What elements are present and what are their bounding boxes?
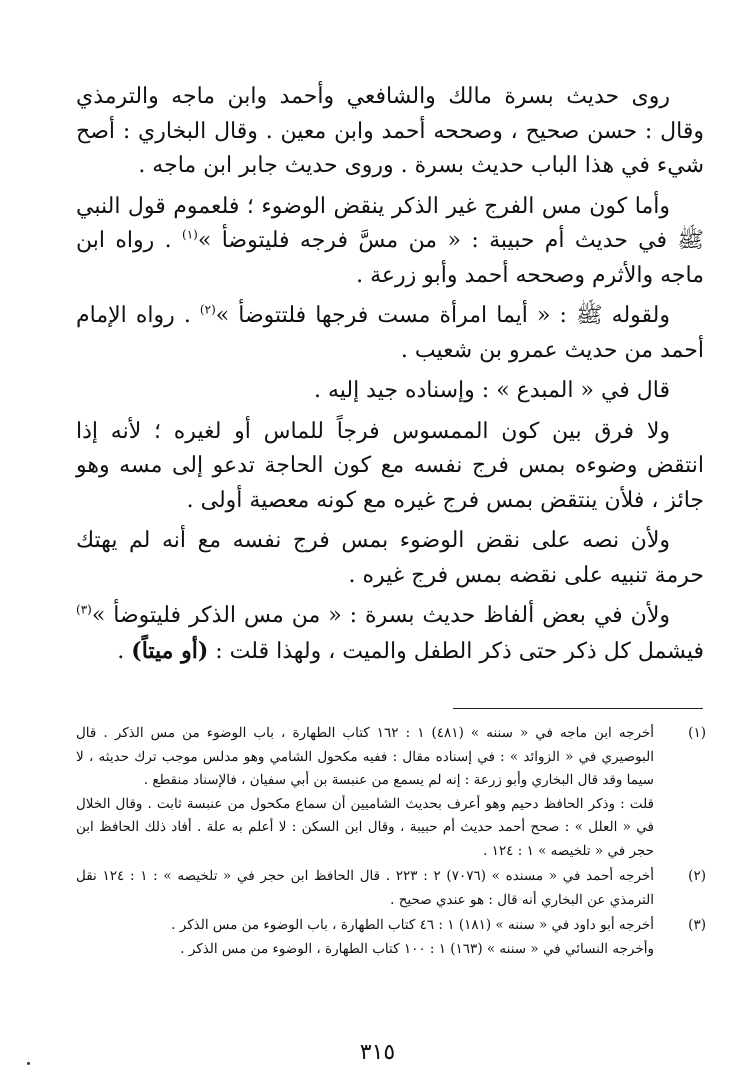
scan-speck	[27, 1062, 30, 1065]
footnote-3	[76, 914, 706, 961]
footnote-divider	[453, 708, 703, 709]
paragraph-1: روى حديث بسرة مالك والشافعي وأحمد وابن ماجه والترمذي وقال : حسن صحيح ، وصححه أحمد وابن معين . وقال البخاري : أصح شيء في هذا الباب حديث بسرة . وروى حديث جابر ابن ماجه .	[76, 84, 704, 178]
footnote-ref-2[interactable]: (٢)	[199, 302, 216, 317]
footnote-number: (١)	[688, 725, 706, 741]
paragraph-2: وأما كون مس الفرج غير الذكر ينقض الوضوء ؛ فلعموم قول النبي ﷺ في حديث أم حبيبة : « من مسَّ فرجه فليتوضأ »$^{(١)}$ . رواه ابن ماجه والأثرم وصححه أحمد وأبو زرعة .	[76, 193, 704, 288]
footnote-text: أخرجه ابن ماجه في « سننه » (٤٨١) ١ : ١٦٢ كتاب الطهارة ، باب الوضوء من مس الذكر . قال البوصيري في « الزوائد » : في إسناده مقال : ففيه مكحول الشامي وهو مدلس موجب ترك حديثه ، لا سيما وقد قال البخاري وأبو زرعة : إنه لم يسمع من عنبسة بن أبي سفيان ، فالإسناد منقطع . قلت : وذكر الحافظ دحيم وهو أعرف بحديث الشاميين أن سماع مكحول من عنبسة ثابت . وقال الخلال في « العلل » : صحح أحمد حديث أم حبيبة ، وقال ابن السكن : لا أعلم به علة . أفاد ذلك الحافظ ابن حجر في « تلخيصه » ١ : ١٢٤ .	[76, 725, 654, 859]
paragraph-5: ولا فرق بين كون الممسوس فرجاً للماس أو لغيره ؛ لأنه إذا انتقض وضوءه بمس فرج نفسه مع كون الحاجة تدعو إلى مسه وهو جائز ، فلأن ينتقض بمس فرج غيره مع كونه معصية أولى .	[76, 418, 704, 513]
main-text	[76, 80, 704, 675]
footnote-number: (٣)	[688, 917, 706, 933]
footnote-2	[76, 865, 706, 912]
footnotes	[76, 722, 706, 963]
paragraph-6: ولأن نصه على نقض الوضوء بمس فرج نفسه مع أنه لم يهتك حرمة تنبيه على نقضه بمس فرج غيره .	[76, 528, 704, 588]
paragraph-4: قال في « المبدع » : وإسناده جيد إليه .	[313, 378, 670, 403]
page-number: ٣١٥	[359, 1040, 396, 1065]
footnote-number: (٢)	[688, 868, 706, 884]
footnote-1	[76, 722, 706, 863]
paragraph-7: ولأن في بعض ألفاظ حديث بسرة : « من مس الذكر فليتوضأ »$^{(٣)}$ فيشمل كل ذكر حتى ذكر الطفل والميت ، ولهذا قلت : (أو ميتاً) .	[76, 602, 704, 664]
footnote-ref-1[interactable]: (١)	[182, 227, 198, 242]
footnote-ref-3[interactable]: (٣)	[76, 602, 92, 617]
footnote-text: أخرجه أبو داود في « سننه » (١٨١) ١ : ٤٦ كتاب الطهارة ، باب الوضوء من مس الذكر . وأخرجه النسائي في « سننه » (١٦٣) ١ : ١٠٠ كتاب الطهارة ، الوضوء من مس الذكر .	[171, 917, 654, 957]
footnote-text: أخرجه أحمد في « مسنده » (٧٠٧٦) ٢ : ٢٢٣ . قال الحافظ ابن حجر في « تلخيصه » : ١ : ١٢٤ نقل الترمذي عن البخاري أنه قال : هو عندي صحيح .	[76, 868, 654, 908]
bold-quote: (أو ميتاً)	[131, 637, 209, 664]
paragraph-3: ولقوله ﷺ : « أيما امرأة مست فرجها فلتتوضأ »$^{(٢)}$ . رواه الإمام أحمد من حديث عمرو بن شعيب .	[76, 302, 704, 363]
